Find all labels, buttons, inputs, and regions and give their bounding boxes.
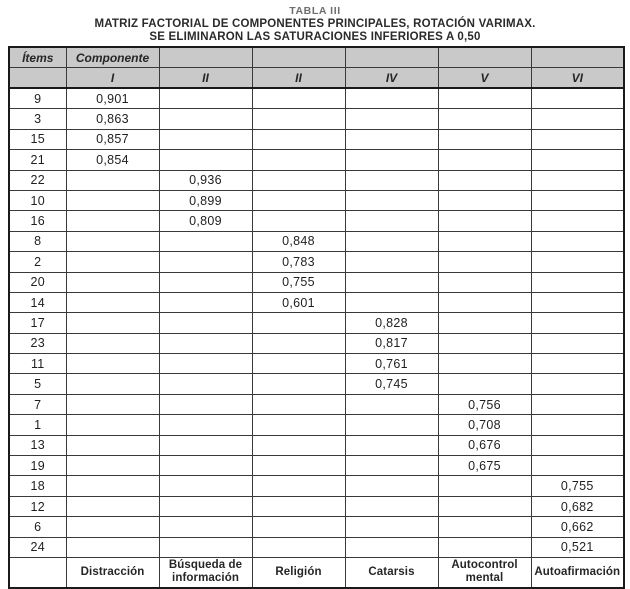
table-number: TABLA III: [289, 5, 341, 17]
loading-value-cell: 0,901: [66, 88, 159, 109]
table-row: [9, 354, 624, 374]
table-row: [9, 496, 624, 516]
empty-cell: [252, 88, 345, 109]
item-number-cell: 10: [9, 190, 66, 210]
factor-label-cell: Autoafirmación: [531, 557, 624, 588]
empty-cell: [66, 190, 159, 210]
factor-labels-row: [9, 557, 624, 588]
loading-value-cell: 0,755: [531, 476, 624, 496]
item-number-cell: 15: [9, 129, 66, 149]
items-header-cell: Ítems: [9, 47, 66, 68]
empty-cell: [345, 109, 438, 129]
empty-cell: [531, 394, 624, 414]
empty-cell: [66, 170, 159, 190]
table-row: [9, 211, 624, 231]
header-cell: [345, 47, 438, 68]
empty-cell: [345, 150, 438, 170]
empty-cell: [159, 252, 252, 272]
factor-label-cell: Distracción: [66, 557, 159, 588]
header-cell: [252, 47, 345, 68]
empty-cell: [345, 231, 438, 251]
table-row: [9, 190, 624, 210]
empty-cell: [438, 537, 531, 557]
empty-cell: [345, 435, 438, 455]
empty-cell: [252, 109, 345, 129]
factor-label-cell: Autocontrol mental: [438, 557, 531, 588]
empty-cell: [159, 537, 252, 557]
factor-label-cell: Religión: [252, 557, 345, 588]
component-numeral-cell: I: [66, 68, 159, 89]
empty-cell: [531, 129, 624, 149]
empty-cell: [438, 496, 531, 516]
item-number-cell: 14: [9, 292, 66, 312]
item-number-cell: 13: [9, 435, 66, 455]
empty-cell: [345, 252, 438, 272]
componente-header-cell: Componente: [66, 47, 159, 68]
table-row: [9, 170, 624, 190]
empty-cell: [438, 333, 531, 353]
table-row: [9, 109, 624, 129]
loading-value-cell: 0,601: [252, 292, 345, 312]
loading-value-cell: 0,521: [531, 537, 624, 557]
empty-cell: [159, 129, 252, 149]
empty-cell: [159, 496, 252, 516]
empty-cell: [438, 292, 531, 312]
table-row: [9, 415, 624, 435]
empty-cell: [531, 292, 624, 312]
empty-cell: [531, 109, 624, 129]
empty-cell: [66, 211, 159, 231]
empty-cell: [252, 476, 345, 496]
empty-cell: [66, 537, 159, 557]
loading-value-cell: 0,857: [66, 129, 159, 149]
item-number-cell: 16: [9, 211, 66, 231]
empty-cell: [66, 415, 159, 435]
empty-cell: [345, 211, 438, 231]
empty-cell: [531, 231, 624, 251]
empty-cell: [159, 374, 252, 394]
empty-cell: [252, 394, 345, 414]
empty-cell: [345, 415, 438, 435]
empty-cell: [531, 456, 624, 476]
header-cell: [159, 47, 252, 68]
loading-value-cell: 0,745: [345, 374, 438, 394]
empty-cell: [66, 374, 159, 394]
table-row: [9, 150, 624, 170]
loading-value-cell: 0,662: [531, 517, 624, 537]
empty-cell: [252, 517, 345, 537]
empty-cell: [345, 517, 438, 537]
item-number-cell: 18: [9, 476, 66, 496]
empty-cell: [252, 537, 345, 557]
empty-cell: [66, 517, 159, 537]
empty-cell: [531, 415, 624, 435]
item-number-cell: 23: [9, 333, 66, 353]
header-row-1: [9, 47, 624, 68]
empty-cell: [159, 333, 252, 353]
empty-cell: [438, 211, 531, 231]
loading-value-cell: 0,854: [66, 150, 159, 170]
empty-cell: [345, 170, 438, 190]
empty-cell: [531, 150, 624, 170]
item-number-cell: 19: [9, 456, 66, 476]
empty-cell: [438, 354, 531, 374]
item-number-cell: 8: [9, 231, 66, 251]
empty-cell: [252, 415, 345, 435]
empty-cell: [252, 354, 345, 374]
empty-cell: [345, 476, 438, 496]
item-number-cell: 9: [9, 88, 66, 109]
empty-cell: [159, 456, 252, 476]
loading-value-cell: 0,708: [438, 415, 531, 435]
table-row: [9, 374, 624, 394]
loading-value-cell: 0,863: [66, 109, 159, 129]
empty-cell: [345, 394, 438, 414]
empty-cell: [159, 292, 252, 312]
empty-cell: [66, 435, 159, 455]
empty-cell: [66, 272, 159, 292]
loading-value-cell: 0,761: [345, 354, 438, 374]
empty-cell: [531, 252, 624, 272]
loading-value-cell: 0,756: [438, 394, 531, 414]
loading-value-cell: 0,809: [159, 211, 252, 231]
factor-label-cell: Búsqueda de información: [159, 557, 252, 588]
table-row: [9, 333, 624, 353]
empty-cell: [531, 190, 624, 210]
item-number-cell: 2: [9, 252, 66, 272]
item-number-cell: 7: [9, 394, 66, 414]
empty-cell: [159, 88, 252, 109]
item-number-cell: 1: [9, 415, 66, 435]
loading-value-cell: 0,755: [252, 272, 345, 292]
empty-cell: [438, 109, 531, 129]
component-numeral-cell: II: [252, 68, 345, 89]
header-cell: [9, 68, 66, 89]
loading-value-cell: 0,817: [345, 333, 438, 353]
empty-cell: [438, 517, 531, 537]
table-row: [9, 517, 624, 537]
table-row: [9, 537, 624, 557]
empty-cell: [159, 313, 252, 333]
empty-cell: [159, 517, 252, 537]
component-numeral-cell: V: [438, 68, 531, 89]
empty-cell: [66, 496, 159, 516]
loading-value-cell: 0,899: [159, 190, 252, 210]
empty-cell: [66, 292, 159, 312]
empty-cell: [438, 252, 531, 272]
empty-cell: [345, 272, 438, 292]
table-row: [9, 88, 624, 109]
empty-cell: [252, 129, 345, 149]
table-row: [9, 129, 624, 149]
empty-cell: [531, 211, 624, 231]
table-row: [9, 394, 624, 414]
table-caption: [0, 0, 630, 44]
empty-cell: [159, 394, 252, 414]
empty-cell: [345, 129, 438, 149]
empty-cell: [66, 354, 159, 374]
empty-cell: [531, 170, 624, 190]
table-title-line1: MATRIZ FACTORIAL DE COMPONENTES PRINCIPALES, ROTACIÓN VARIMAX.: [94, 18, 536, 30]
header-row-2: [9, 68, 624, 89]
table-row: [9, 252, 624, 272]
item-number-cell: 17: [9, 313, 66, 333]
empty-cell: [159, 415, 252, 435]
empty-cell: [438, 476, 531, 496]
empty-cell: [66, 333, 159, 353]
table-row: [9, 456, 624, 476]
empty-cell: [345, 292, 438, 312]
empty-cell: [252, 211, 345, 231]
empty-cell: [252, 313, 345, 333]
factor-matrix-table: [8, 46, 625, 589]
loading-value-cell: 0,936: [159, 170, 252, 190]
empty-cell: [159, 109, 252, 129]
empty-cell: [438, 170, 531, 190]
table-row: [9, 292, 624, 312]
component-numeral-cell: VI: [531, 68, 624, 89]
empty-cell: [345, 456, 438, 476]
empty-cell: [9, 557, 66, 588]
item-number-cell: 12: [9, 496, 66, 516]
loading-value-cell: 0,675: [438, 456, 531, 476]
empty-cell: [159, 231, 252, 251]
empty-cell: [159, 354, 252, 374]
empty-cell: [531, 88, 624, 109]
loading-value-cell: 0,848: [252, 231, 345, 251]
item-number-cell: 6: [9, 517, 66, 537]
empty-cell: [252, 374, 345, 394]
component-numeral-cell: II: [159, 68, 252, 89]
empty-cell: [531, 333, 624, 353]
loading-value-cell: 0,828: [345, 313, 438, 333]
empty-cell: [252, 496, 345, 516]
empty-cell: [159, 272, 252, 292]
table-row: [9, 272, 624, 292]
header-cell: [438, 47, 531, 68]
empty-cell: [159, 150, 252, 170]
empty-cell: [66, 313, 159, 333]
empty-cell: [345, 190, 438, 210]
empty-cell: [159, 476, 252, 496]
empty-cell: [438, 129, 531, 149]
item-number-cell: 3: [9, 109, 66, 129]
empty-cell: [66, 456, 159, 476]
item-number-cell: 20: [9, 272, 66, 292]
empty-cell: [531, 272, 624, 292]
item-number-cell: 22: [9, 170, 66, 190]
empty-cell: [252, 333, 345, 353]
table-row: [9, 313, 624, 333]
table-body: [9, 88, 624, 588]
empty-cell: [252, 190, 345, 210]
empty-cell: [345, 537, 438, 557]
empty-cell: [438, 272, 531, 292]
empty-cell: [438, 150, 531, 170]
empty-cell: [345, 496, 438, 516]
loading-value-cell: 0,676: [438, 435, 531, 455]
empty-cell: [66, 394, 159, 414]
empty-cell: [438, 190, 531, 210]
table-row: [9, 231, 624, 251]
item-number-cell: 24: [9, 537, 66, 557]
empty-cell: [438, 313, 531, 333]
loading-value-cell: 0,682: [531, 496, 624, 516]
empty-cell: [66, 231, 159, 251]
loading-value-cell: 0,783: [252, 252, 345, 272]
empty-cell: [252, 456, 345, 476]
empty-cell: [438, 88, 531, 109]
empty-cell: [252, 170, 345, 190]
item-number-cell: 5: [9, 374, 66, 394]
empty-cell: [252, 435, 345, 455]
factor-label-cell: Catarsis: [345, 557, 438, 588]
header-cell: [531, 47, 624, 68]
empty-cell: [531, 354, 624, 374]
table-header: [9, 47, 624, 88]
table-row: [9, 435, 624, 455]
table-title-line2: SE ELIMINARON LAS SATURACIONES INFERIORES A 0,50: [149, 31, 481, 43]
empty-cell: [66, 476, 159, 496]
empty-cell: [438, 231, 531, 251]
empty-cell: [531, 313, 624, 333]
empty-cell: [531, 374, 624, 394]
empty-cell: [159, 435, 252, 455]
empty-cell: [252, 150, 345, 170]
empty-cell: [66, 252, 159, 272]
empty-cell: [531, 435, 624, 455]
empty-cell: [345, 88, 438, 109]
item-number-cell: 21: [9, 150, 66, 170]
table-row: [9, 476, 624, 496]
item-number-cell: 11: [9, 354, 66, 374]
empty-cell: [438, 374, 531, 394]
component-numeral-cell: IV: [345, 68, 438, 89]
